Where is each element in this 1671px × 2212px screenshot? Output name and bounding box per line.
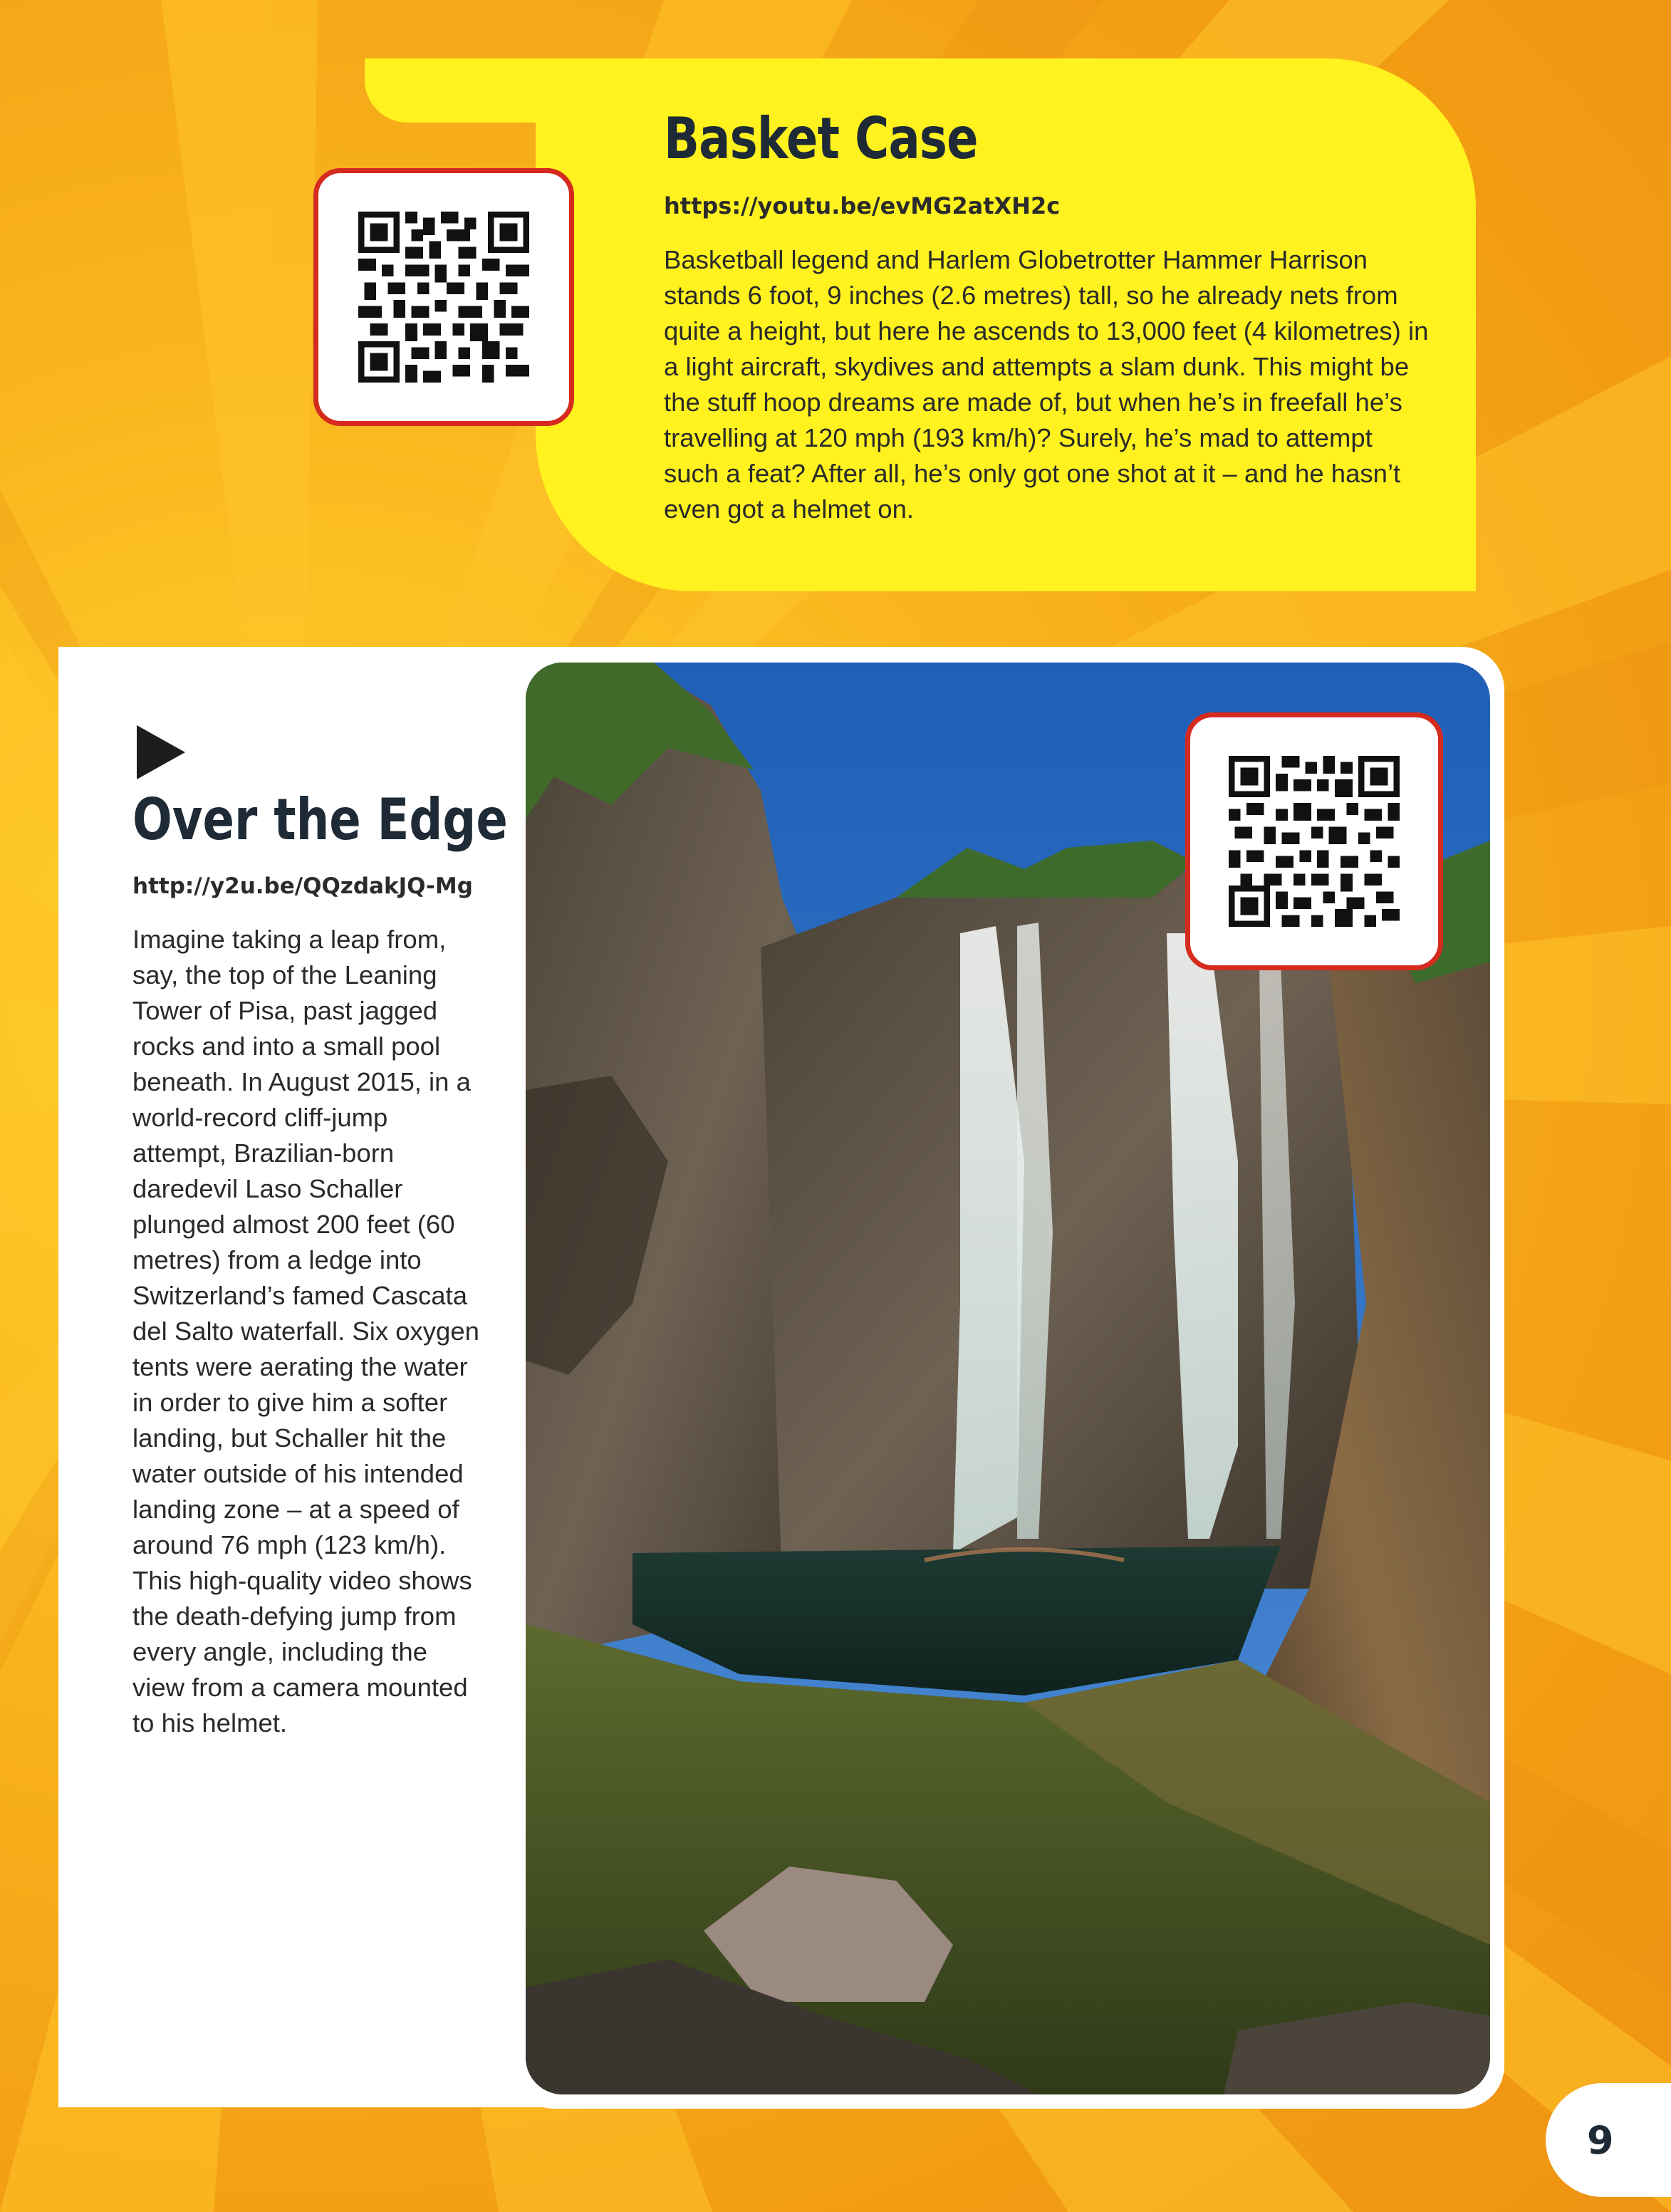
over-the-edge-body: Imagine taking a leap from, say, the top of the Leaning Tower of Pisa, past jagged rocks and into a small pool beneath. In August 2015, in a world-record cliff-jump attempt, Brazilian-born daredevil Laso Schaller plunged almost 200 feet (60 metres) from a ledge into Switzerland’s famed Cascata del Salto waterfall. Six oxygen tents were aerating the water in order to give him a softer landing, but Schaller hit the water outside of his intended landing zone – at a speed of around 76 mph (123 km/h). This high-quality video shows the death-defying jump from every angle, including the view from a camera mounted to his helmet. [132, 925, 479, 1738]
over-the-edge-title: Over the Edge [132, 786, 508, 853]
page-number: 9 [1587, 2117, 1614, 2163]
play-icon [137, 725, 185, 779]
basket-case-url[interactable]: https://youtu.be/evMG2atXH2c [664, 192, 1061, 219]
over-the-edge-url[interactable]: http://y2u.be/QQzdakJQ-Mg [132, 873, 473, 899]
over-the-edge-qr-code[interactable] [1185, 712, 1443, 970]
page-number-tab [1546, 2083, 1671, 2197]
basket-case-body: Basketball legend and Harlem Globetrotter Hammer Harrison stands 6 foot, 9 inches (2.6 metres) tall, so he already nets from quite a height, but here he ascends to 13,000 feet (4 kilometres) in a light aircraft, skydives and attempts a slam dunk. This might be the stuff hoop dreams are made of, but when he’s in freefall he’s travelling at 120 mph (193 km/h)? Surely, he’s mad to attempt such a feat? After all, he’s only got one shot at it – and he hasn’t even got a helmet on. [664, 245, 1429, 524]
qr-code-icon [358, 212, 529, 383]
qr-code-icon [1229, 756, 1400, 927]
basket-case-qr-code[interactable] [313, 168, 574, 426]
basket-case-title: Basket Case [664, 105, 978, 172]
